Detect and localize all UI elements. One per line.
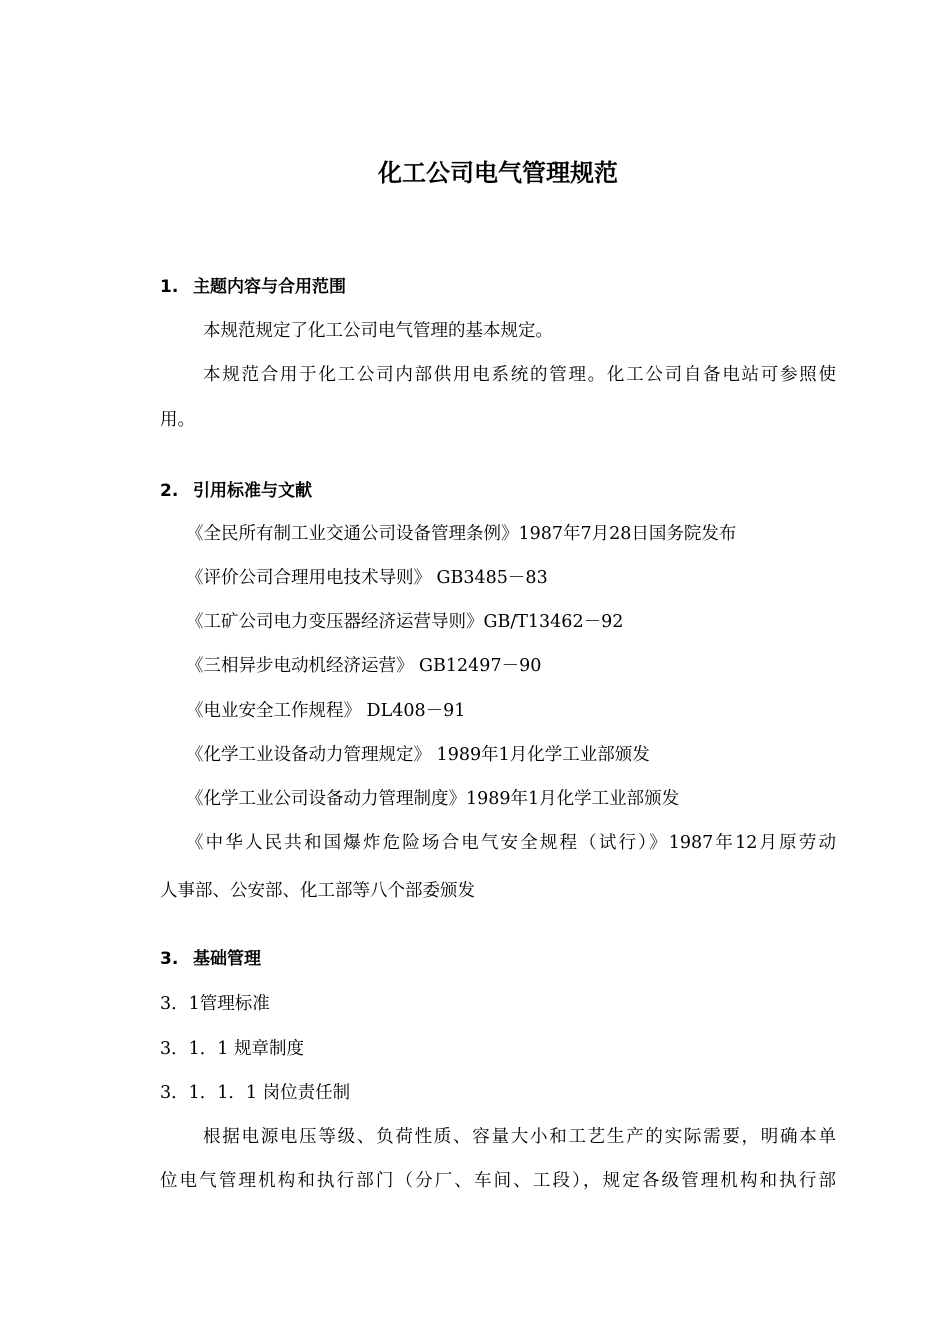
reference-item: 《中华人民共和国爆炸危险场合电气安全规程（试行）》1987年12月原劳动	[186, 833, 836, 853]
section-number: 1.	[160, 277, 179, 297]
reference-item: 《全民所有制工业交通公司设备管理条例》1987年7月28日国务院发布	[186, 524, 737, 544]
document-title: 化工公司电气管理规范	[378, 159, 618, 187]
section-number: 3.	[160, 949, 179, 969]
reference-item: 《电业安全工作规程》 DL408－91	[186, 701, 466, 721]
subsection-heading: 3．1．1．1 岗位责任制	[160, 1083, 351, 1103]
reference-item: 《工矿公司电力变压器经济运营导则》GB/T13462－92	[186, 612, 624, 632]
paragraph: 位电气管理机构和执行部门（分厂、车间、工段），规定各级管理机构和执行部	[160, 1171, 836, 1191]
reference-item: 《评价公司合理用电技术导则》 GB3485－83	[186, 568, 548, 588]
subsection-heading: 3．1管理标准	[160, 994, 270, 1014]
section-title: 引用标准与文献	[193, 481, 312, 501]
section-heading-3	[160, 946, 261, 972]
reference-item: 《化学工业设备动力管理规定》 1989年1月化学工业部颁发	[186, 745, 650, 765]
section-title: 基础管理	[193, 949, 261, 969]
section-number: 2.	[160, 481, 179, 501]
section-heading-1	[160, 274, 346, 300]
reference-item-continuation: 人事部、公安部、化工部等八个部委颁发	[160, 881, 475, 901]
paragraph-continuation: 用。	[160, 410, 195, 430]
reference-item: 《三相异步电动机经济运营》 GB12497－90	[186, 656, 542, 676]
subsection-heading: 3．1．1 规章制度	[160, 1039, 304, 1059]
paragraph: 本规范规定了化工公司电气管理的基本规定。	[203, 321, 553, 341]
paragraph: 本规范合用于化工公司内部供用电系统的管理。化工公司自备电站可参照使	[203, 365, 836, 385]
section-heading-2	[160, 478, 312, 504]
section-title: 主题内容与合用范围	[193, 277, 346, 297]
reference-item: 《化学工业公司设备动力管理制度》1989年1月化学工业部颁发	[186, 789, 680, 809]
paragraph: 根据电源电压等级、负荷性质、容量大小和工艺生产的实际需要，明确本单	[203, 1127, 836, 1147]
